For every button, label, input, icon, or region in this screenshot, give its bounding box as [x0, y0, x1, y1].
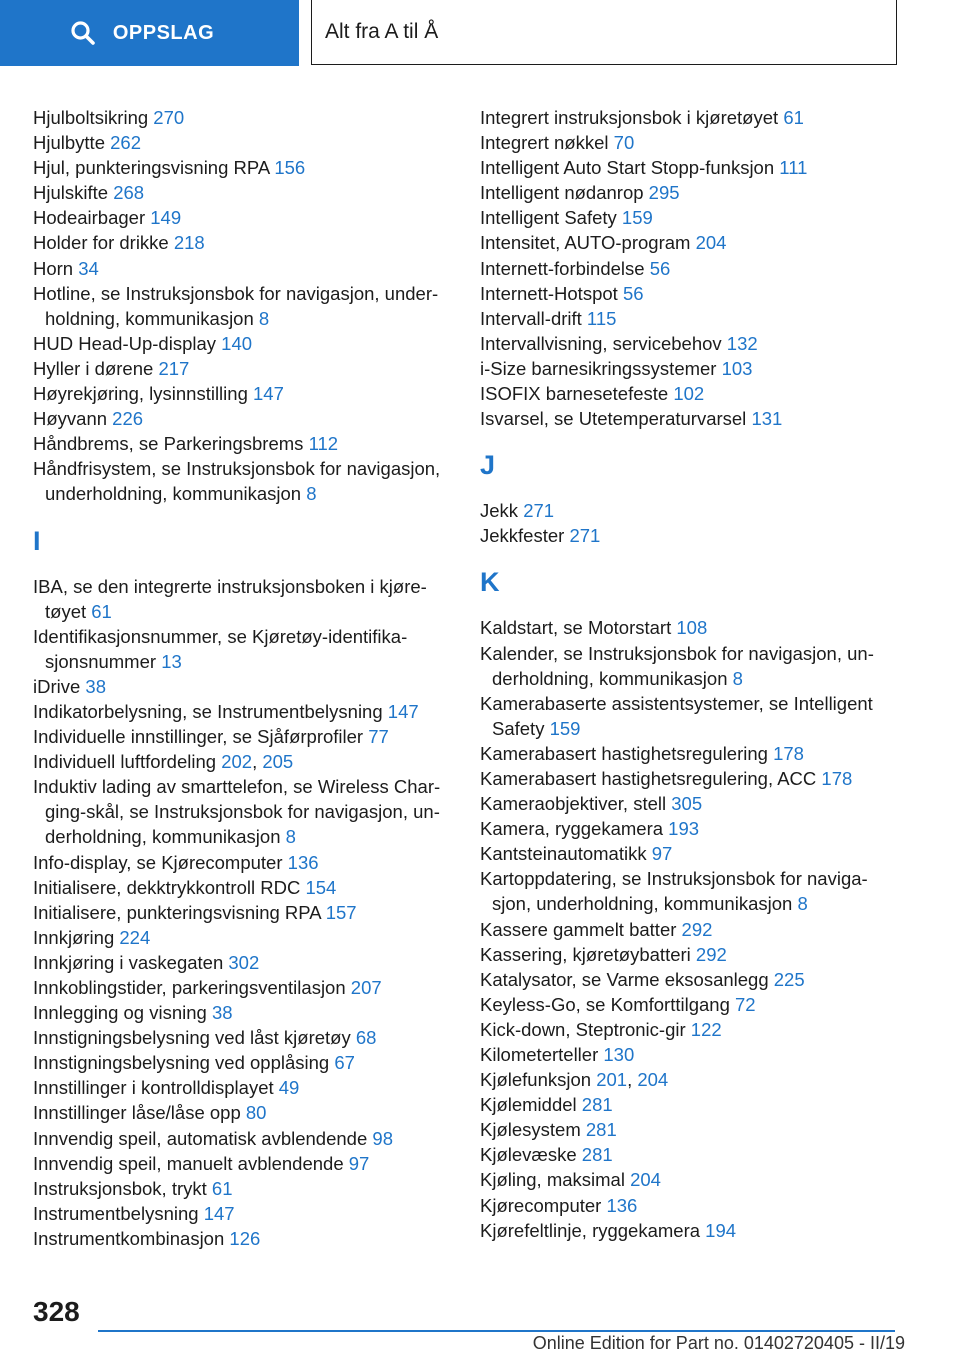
index-entry-text: Innvendig speil, automatisk avblendende: [33, 1127, 368, 1149]
index-entry-text: Hodeairbager: [33, 207, 146, 229]
index-entry-text: Intelligent Safety: [480, 207, 617, 229]
page-reference-link[interactable]: 281: [581, 1144, 613, 1166]
page-reference-link[interactable]: 103: [721, 357, 753, 379]
page-reference-link[interactable]: 102: [673, 383, 705, 405]
index-entry: [480, 641, 900, 691]
index-entry-text: Instruksjonsbok, trykt: [33, 1177, 207, 1199]
index-entry: [480, 1092, 900, 1117]
index-entry-text: Integrert nøkkel: [480, 132, 609, 154]
page-reference-link[interactable]: 178: [773, 742, 804, 764]
index-entry: [480, 281, 900, 306]
page-reference-link[interactable]: 97: [348, 1152, 370, 1174]
page-reference-link[interactable]: 8: [258, 307, 270, 329]
index-entry-text: ISOFIX barnesetefeste: [480, 383, 669, 405]
page-reference-link[interactable]: 202: [221, 751, 253, 773]
index-entry: [33, 774, 453, 849]
index-entry: [480, 866, 900, 916]
index-entry: [33, 674, 453, 699]
index-entry: [33, 205, 453, 230]
index-entry-text: Intelligent Auto Start Stopp-funksjon: [480, 157, 775, 179]
page-number: 328: [33, 1296, 80, 1327]
index-letter-heading: J: [480, 450, 496, 481]
index-entry: [33, 105, 453, 130]
index-entry-text: Hjulskifte: [33, 182, 109, 204]
page-reference-link[interactable]: 271: [569, 525, 601, 547]
index-entry: [33, 406, 453, 431]
page-reference-link[interactable]: 136: [287, 851, 319, 873]
page-reference-link[interactable]: 302: [228, 951, 260, 973]
index-entry: [33, 875, 453, 900]
index-entry-text: Kjølemiddel: [480, 1094, 577, 1116]
page-reference-link[interactable]: 97: [651, 843, 673, 865]
page-reference-link[interactable]: 218: [173, 232, 205, 254]
index-entry: [33, 256, 453, 281]
index-entry: [480, 615, 900, 640]
page-reference-link[interactable]: 13: [161, 650, 182, 672]
page-reference-link[interactable]: 193: [668, 818, 700, 840]
index-entry: [480, 1117, 900, 1142]
page-reference-link[interactable]: 305: [671, 793, 703, 815]
index-entry-text: Jekkfester: [480, 525, 565, 547]
index-entry-text: Hotline, se Instruksjonsbok for navigasjon, underholdning, kommunikasjon: [33, 282, 439, 329]
index-letter-heading: K: [480, 567, 500, 598]
page-reference-link[interactable]: 295: [648, 182, 680, 204]
page-reference-link[interactable]: 147: [203, 1202, 235, 1224]
index-entry-text: Innkjøring: [33, 926, 115, 948]
page-reference-link[interactable]: 201: [596, 1069, 628, 1091]
index-entry-text: Individuell luftfordeling: [33, 751, 217, 773]
index-entry-text: Kjørecomputer: [480, 1194, 602, 1216]
index-entry-text: Internett-forbindelse: [480, 257, 645, 279]
index-entry-text: Innkoblingstider, parkeringsventilasjon: [33, 977, 346, 998]
index-entry: [33, 155, 453, 180]
index-entry-text: Internett-Hotspot: [480, 282, 618, 304]
index-column-right: [480, 105, 900, 1243]
footer-divider: [98, 1330, 895, 1332]
footer-edition: Online Edition for Part no. 01402720405 - II/19: [532, 1333, 905, 1353]
page-reference-link[interactable]: 8: [732, 667, 743, 689]
index-entry: [480, 1193, 900, 1218]
search-icon: [69, 19, 97, 47]
page-reference-link[interactable]: 149: [150, 207, 182, 229]
index-entry-text: Kjølevæske: [480, 1144, 577, 1166]
index-entry: [480, 766, 900, 791]
index-entry-text: Identifikasjonsnummer, se Kjøretøy-identifikasjonsnummer: [33, 625, 408, 672]
page-reference-link[interactable]: 49: [278, 1077, 300, 1099]
index-entry: [33, 1025, 453, 1050]
page-reference-link[interactable]: 126: [229, 1227, 261, 1249]
index-entry-text: Instrumentkombinasjon: [33, 1227, 225, 1249]
index-entry-text: Kassere gammelt batter: [480, 918, 677, 940]
index-entry: [33, 900, 453, 925]
index-entry: [480, 1167, 900, 1192]
index-entry-text: Keyless-Go, se Komforttilgang: [480, 993, 730, 1015]
page-reference-link[interactable]: 204: [630, 1169, 661, 1191]
index-entry-text: Kamerabasert hastighetsregulering, ACC: [480, 767, 817, 789]
index-entry-text: Innstigningsbelysning ved låst kjøretøy: [33, 1027, 351, 1049]
index-entry: [480, 841, 900, 866]
index-entry: [33, 925, 453, 950]
index-entry-text: Instrumentbelysning: [33, 1202, 199, 1224]
index-entry: [480, 992, 900, 1017]
index-entry: [33, 1075, 453, 1100]
page-reference-link[interactable]: 72: [735, 993, 756, 1015]
index-entry-text: Høyrekjøring, lysinnstilling: [33, 383, 248, 405]
index-entry: [480, 741, 900, 766]
index-entry-text: Kick-down, Steptronic-gir: [480, 1018, 686, 1040]
index-entry-text: Intervallvisning, servicebehov: [480, 332, 722, 354]
index-entry-text: Isvarsel, se Utetemperaturvarsel: [480, 408, 747, 430]
breadcrumb[interactable]: [311, 0, 897, 65]
page-reference-link[interactable]: 67: [334, 1052, 355, 1074]
index-letter-heading: I: [33, 525, 41, 556]
page-reference-link[interactable]: 205: [262, 751, 294, 773]
index-entry: [33, 180, 453, 205]
page-reference-link[interactable]: 130: [603, 1044, 635, 1065]
index-entry-text: Jekk: [480, 500, 519, 522]
index-entry-text: Håndfrisystem, se Instruksjonsbok for navigasjon, underholdning, kommunikasjon: [33, 458, 441, 505]
index-entry: [33, 1176, 453, 1201]
index-entry: [33, 130, 453, 155]
index-entry: [33, 850, 453, 875]
index-entry: [480, 155, 900, 180]
page-reference-link[interactable]: 68: [355, 1027, 377, 1049]
index-entry-text: HUD Head-Up-display: [33, 332, 217, 354]
page-reference-link[interactable]: 108: [676, 617, 708, 639]
index-entry: [33, 624, 453, 674]
index-entry-text: Kartoppdatering, se Instruksjonsbok for navigasjon, underholdning, kommunikasjon: [480, 868, 868, 915]
index-entry: [480, 917, 900, 942]
index-entry: [33, 975, 453, 1000]
index-entry-text: Holder for drikke: [33, 232, 169, 254]
index-entry: [33, 1000, 453, 1025]
index-entry-text: Hyller i dørene: [33, 357, 154, 379]
page-reference-link[interactable]: 204: [695, 232, 727, 254]
index-entry-text: Kassering, kjøretøybatteri: [480, 943, 691, 965]
page-reference-link[interactable]: 8: [797, 893, 808, 915]
index-entry: [480, 256, 900, 281]
page-reference-link[interactable]: 204: [637, 1069, 669, 1091]
index-entry-text: Initialisere, punkteringsvisning RPA: [33, 901, 321, 923]
index-entry: [33, 574, 453, 624]
page-reference-link[interactable]: 80: [245, 1102, 267, 1124]
page-reference-link[interactable]: 157: [325, 901, 357, 923]
page-reference-link[interactable]: 178: [821, 767, 853, 789]
index-entry: [480, 498, 900, 523]
index-entry-text: Innlegging og visning: [33, 1002, 207, 1024]
index-entry: [480, 816, 900, 841]
index-entry-text: Katalysator, se Varme eksosanlegg: [480, 968, 769, 990]
index-entry-text: Kamera, ryggekamera: [480, 818, 664, 840]
index-entry: [33, 331, 453, 356]
index-entry-text: Høyvann: [33, 408, 108, 430]
index-entry: [480, 691, 900, 741]
index-entry-text: Individuelle innstillinger, se Sjåførprofiler: [33, 726, 364, 748]
index-entry: [480, 306, 900, 331]
index-entry-text: Innvendig speil, manuelt avblendende: [33, 1152, 344, 1174]
index-entry-text: Innstillinger i kontrolldisplayet: [33, 1077, 274, 1099]
index-entry: [33, 1050, 453, 1075]
page-reference-link[interactable]: 147: [253, 383, 284, 405]
index-entry-text: Innstigningsbelysning ved opplåsing: [33, 1052, 330, 1074]
index-entry: [480, 967, 900, 992]
index-entry-text: Kjøling, maksimal: [480, 1169, 625, 1191]
index-entry-text: Indikatorbelysning, se Instrumentbelysning: [33, 700, 383, 722]
index-entry: [33, 381, 453, 406]
index-entry-text: Initialisere, dekktrykkontroll RDC: [33, 876, 301, 898]
index-entry-text: Horn: [33, 257, 74, 279]
page-reference-link[interactable]: 61: [91, 600, 112, 622]
index-entry-text: i-Size barnesikringssystemer: [480, 357, 717, 379]
page-reference-link[interactable]: 34: [78, 257, 99, 279]
index-entry: [480, 205, 900, 230]
index-entry: [480, 331, 900, 356]
index-entry: [480, 1218, 900, 1243]
index-entry: [33, 356, 453, 381]
page-reference-link[interactable]: 140: [221, 332, 253, 354]
page-reference-link[interactable]: 122: [690, 1018, 722, 1040]
index-entry-text: iDrive: [33, 675, 81, 697]
page-reference-link[interactable]: 156: [274, 157, 306, 179]
page-reference-link[interactable]: 136: [606, 1194, 638, 1216]
index-entry-text: IBA, se den integrerte instruksjonsboken i kjøretøyet: [33, 575, 427, 622]
page-reference-link[interactable]: 132: [726, 332, 758, 354]
index-entry-text: Induktiv lading av smarttelefon, se Wireless Charging-skål, se Instruksjonsbok for navigasjon, underholdning, kommunikasjon: [33, 776, 441, 848]
index-entry: [33, 456, 453, 506]
index-entry-text: Intensitet, AUTO-program: [480, 232, 691, 254]
index-entry-text: Intelligent nødanrop: [480, 182, 644, 204]
index-entry: [33, 281, 453, 331]
page-reference-link[interactable]: 154: [305, 876, 337, 898]
page-reference-link[interactable]: 292: [695, 943, 727, 965]
index-entry: [480, 791, 900, 816]
index-entry: [33, 699, 453, 724]
page-reference-link[interactable]: 225: [773, 968, 805, 990]
index-entry-text: Info-display, se Kjørecomputer: [33, 851, 283, 873]
index-entry: [33, 1201, 453, 1226]
page-reference-link[interactable]: 194: [705, 1219, 737, 1241]
index-entry: [480, 1017, 900, 1042]
index-entry-text: Kjølefunksjon: [480, 1069, 592, 1091]
index-column-left: [33, 105, 453, 1251]
page-reference-link[interactable]: 226: [112, 408, 144, 430]
index-entry-text: Kamerabasert hastighetsregulering: [480, 742, 768, 764]
index-entry-text: Kamerabaserte assistentsystemer, se Intelligent Safety: [480, 692, 873, 739]
index-entry-text: Kalender, se Instruksjonsbok for navigasjon, underholdning, kommunikasjon: [480, 642, 874, 689]
page-reference-link[interactable]: 111: [779, 157, 808, 179]
page-reference-link[interactable]: 217: [158, 357, 190, 379]
index-entry: [480, 523, 900, 548]
page-reference-link[interactable]: 159: [549, 717, 581, 739]
page-reference-link[interactable]: 56: [622, 282, 644, 304]
search-tab[interactable]: [0, 0, 299, 66]
index-entry: [480, 130, 900, 155]
page-reference-link[interactable]: 77: [368, 726, 389, 748]
page-reference-link[interactable]: 56: [649, 257, 671, 279]
page-reference-link[interactable]: 38: [85, 675, 106, 697]
index-entry-text: Håndbrems, se Parkeringsbrems: [33, 433, 304, 455]
page-reference-link[interactable]: 131: [751, 408, 783, 430]
page-reference-link[interactable]: 292: [681, 918, 713, 940]
page-reference-link[interactable]: 98: [372, 1127, 393, 1149]
page-reference-link[interactable]: 8: [306, 483, 317, 505]
index-entry: [33, 950, 453, 975]
page-reference-link[interactable]: 281: [585, 1119, 617, 1141]
index-entry: [480, 1042, 900, 1067]
index-entry-text: Kjørefeltlinje, ryggekamera: [480, 1219, 701, 1241]
index-entry: [480, 180, 900, 205]
page-reference-link[interactable]: 61: [783, 107, 804, 128]
page-reference-link[interactable]: 207: [350, 977, 382, 998]
page-reference-link[interactable]: 61: [211, 1177, 233, 1199]
index-entry: [480, 230, 900, 255]
page-reference-link[interactable]: 38: [211, 1002, 233, 1024]
index-entry-text: Kjølesystem: [480, 1119, 581, 1141]
index-entry: [33, 230, 453, 255]
page-reference-link[interactable]: 159: [621, 207, 653, 229]
index-entry: Kjølefunksjon 201, 204: [480, 1069, 669, 1091]
page-reference-link[interactable]: 112: [308, 433, 339, 455]
index-entry-text: Innstillinger låse/låse opp: [33, 1102, 241, 1124]
index-entry-text: Kameraobjektiver, stell: [480, 793, 667, 815]
index-entry: [33, 431, 453, 456]
index-entry-text: Hjulboltsikring: [33, 107, 149, 128]
index-entry: [480, 406, 900, 431]
index-entry: [33, 1100, 453, 1125]
page-reference-link[interactable]: 147: [387, 700, 419, 722]
index-entry: [480, 942, 900, 967]
index-entry-text: Intervall-drift: [480, 307, 582, 329]
page-reference-link[interactable]: 271: [523, 500, 555, 522]
index-entry-text: Kantsteinautomatikk: [480, 843, 647, 865]
index-entry: [33, 724, 453, 749]
page-reference-link[interactable]: 224: [119, 926, 151, 948]
page-reference-link[interactable]: 262: [110, 132, 141, 154]
index-entry: [480, 105, 900, 130]
index-entry-text: Innkjøring i vaskegaten: [33, 951, 224, 973]
index-entry: [480, 356, 900, 381]
index-entry: [480, 381, 900, 406]
index-entry-text: Kaldstart, se Motorstart: [480, 617, 672, 639]
index-entry-text: Integrert instruksjonsbok i kjøretøyet: [480, 107, 779, 128]
search-tab-label: OPPSLAG: [112, 21, 215, 44]
index-entry: Individuell luftfordeling 202, 205: [33, 751, 294, 773]
header: [0, 0, 960, 66]
index-entry-text: Hjul, punkteringsvisning RPA: [33, 157, 270, 179]
page-reference-link[interactable]: 281: [581, 1094, 613, 1116]
index-entry-text: Hjulbytte: [33, 132, 105, 154]
page-reference-link[interactable]: 268: [113, 182, 145, 204]
index-entry: [33, 1151, 453, 1176]
page-reference-link[interactable]: 8: [285, 826, 296, 848]
index-entry: [480, 1142, 900, 1167]
breadcrumb-label: Alt fra A til Å: [325, 20, 439, 43]
page-reference-link[interactable]: 270: [153, 107, 185, 128]
index-entry-text: Kilometerteller: [480, 1044, 599, 1065]
index-entry: [33, 1126, 453, 1151]
index-entry: [33, 1226, 453, 1251]
page-reference-link[interactable]: 70: [613, 132, 635, 154]
page-reference-link[interactable]: 115: [586, 307, 617, 329]
